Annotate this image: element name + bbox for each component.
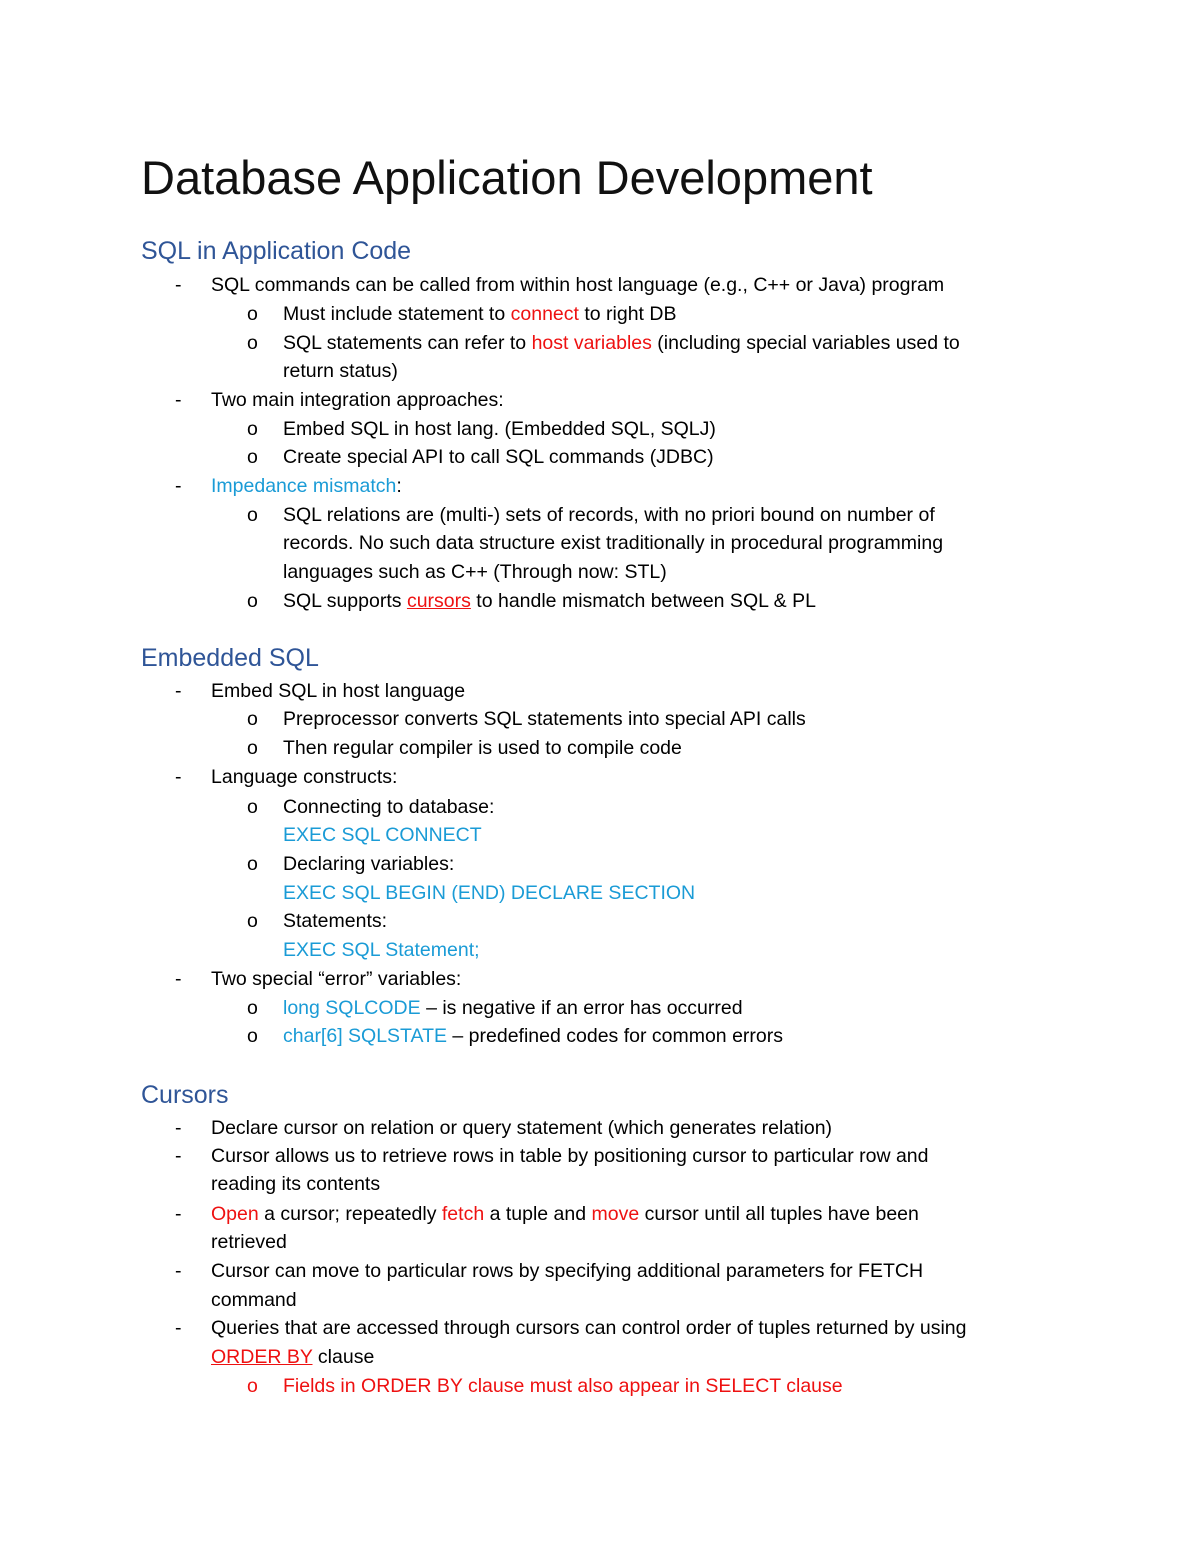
bullet-text: Queries that are accessed through cursors can control order of tuples returned by using	[211, 1317, 967, 1339]
sub-bullet-text: char[6] SQLSTATE – predefined codes for common errors	[283, 1025, 783, 1047]
circle-bullet: o	[247, 910, 258, 932]
dash-bullet: -	[175, 766, 182, 788]
highlight-move: move	[591, 1203, 640, 1225]
circle-bullet: o	[247, 332, 258, 354]
code-exec-sql-statement: EXEC SQL Statement;	[283, 939, 480, 961]
sub-bullet-text: Preprocessor converts SQL statements into special API calls	[283, 708, 806, 730]
sub-bullet-text: Connecting to database:	[283, 796, 495, 818]
circle-bullet: o	[247, 590, 258, 612]
circle-bullet: o	[247, 853, 258, 875]
highlight-host-variables: host variables	[531, 332, 652, 354]
sub-bullet-text: long SQLCODE – is negative if an error has occurred	[283, 997, 743, 1019]
circle-bullet: o	[247, 1025, 258, 1047]
sub-bullet-text: Create special API to call SQL commands (JDBC)	[283, 446, 714, 468]
bullet-text: Two special “error” variables:	[211, 968, 462, 990]
sub-bullet-text: SQL statements can refer to host variables (including special variables used to	[283, 332, 960, 354]
circle-bullet: o	[247, 997, 258, 1019]
section-heading-sql-in-application-code: SQL in Application Code	[141, 237, 412, 265]
code-exec-sql-declare-section: EXEC SQL BEGIN (END) DECLARE SECTION	[283, 882, 696, 904]
bullet-text: Declare cursor on relation or query statement (which generates relation)	[211, 1117, 833, 1139]
highlight-order-by: ORDER BY	[211, 1346, 313, 1368]
page-title: Database Application Development	[141, 151, 873, 204]
section-heading-cursors: Cursors	[141, 1081, 229, 1109]
dash-bullet: -	[175, 1317, 182, 1339]
circle-bullet: o	[247, 418, 258, 440]
circle-bullet: o	[247, 1375, 258, 1397]
circle-bullet: o	[247, 446, 258, 468]
sub-bullet-text: SQL relations are (multi-) sets of records, with no priori bound on number of	[283, 504, 935, 526]
bullet-text: Cursor allows us to retrieve rows in table by positioning cursor to particular row and	[211, 1145, 929, 1167]
dash-bullet: -	[175, 1117, 182, 1139]
dash-bullet: -	[175, 475, 182, 497]
circle-bullet: o	[247, 303, 258, 325]
code-char6-sqlstate: char[6] SQLSTATE	[283, 1025, 447, 1047]
sub-bullet-text: Embed SQL in host lang. (Embedded SQL, SQLJ)	[283, 418, 716, 440]
bullet-text: Two main integration approaches:	[211, 389, 504, 411]
bullet-text: Cursor can move to particular rows by specifying additional parameters for FETCH	[211, 1260, 924, 1282]
section-heading-embedded-sql: Embedded SQL	[141, 644, 319, 672]
circle-bullet: o	[247, 737, 258, 759]
bullet-text: Impedance mismatch:	[211, 475, 402, 497]
bullet-text: Language constructs:	[211, 766, 398, 788]
bullet-text: Open a cursor; repeatedly fetch a tuple and move cursor until all tuples have been	[211, 1203, 919, 1225]
dash-bullet: -	[175, 1203, 182, 1225]
sub-bullet-text-continued: return status)	[283, 360, 398, 382]
highlight-fetch: fetch	[441, 1203, 485, 1225]
bullet-text-continued: ORDER BY clause	[211, 1346, 375, 1368]
dash-bullet: -	[175, 968, 182, 990]
highlight-open: Open	[211, 1203, 259, 1225]
sub-bullet-text-continued: records. No such data structure exist traditionally in procedural programming	[283, 532, 944, 554]
dash-bullet: -	[175, 389, 182, 411]
circle-bullet: o	[247, 796, 258, 818]
highlight-impedance-mismatch: Impedance mismatch	[211, 475, 397, 497]
sub-bullet-text: Then regular compiler is used to compile code	[283, 737, 682, 759]
code-exec-sql-connect: EXEC SQL CONNECT	[283, 824, 482, 846]
dash-bullet: -	[175, 274, 182, 296]
dash-bullet: -	[175, 680, 182, 702]
dash-bullet: -	[175, 1260, 182, 1282]
sub-bullet-text: Must include statement to connect to right DB	[283, 303, 677, 325]
sub-bullet-text: SQL supports cursors to handle mismatch between SQL & PL	[283, 590, 816, 612]
code-long-sqlcode: long SQLCODE	[283, 997, 421, 1019]
bullet-text-continued: command	[211, 1289, 297, 1311]
bullet-text: SQL commands can be called from within host language (e.g., C++ or Java) program	[211, 274, 945, 296]
highlight-connect: connect	[510, 303, 579, 325]
bullet-text-continued: reading its contents	[211, 1173, 381, 1195]
sub-bullet-text: Declaring variables:	[283, 853, 455, 875]
dash-bullet: -	[175, 1145, 182, 1167]
bullet-text: Embed SQL in host language	[211, 680, 466, 702]
highlight-cursors: cursors	[406, 590, 471, 612]
circle-bullet: o	[247, 504, 258, 526]
sub-bullet-text-continued: languages such as C++ (Through now: STL)	[283, 561, 667, 583]
circle-bullet: o	[247, 708, 258, 730]
sub-bullet-text: Fields in ORDER BY clause must also appear in SELECT clause	[283, 1375, 843, 1397]
sub-bullet-text: Statements:	[283, 910, 388, 932]
bullet-text-continued: retrieved	[211, 1231, 287, 1253]
